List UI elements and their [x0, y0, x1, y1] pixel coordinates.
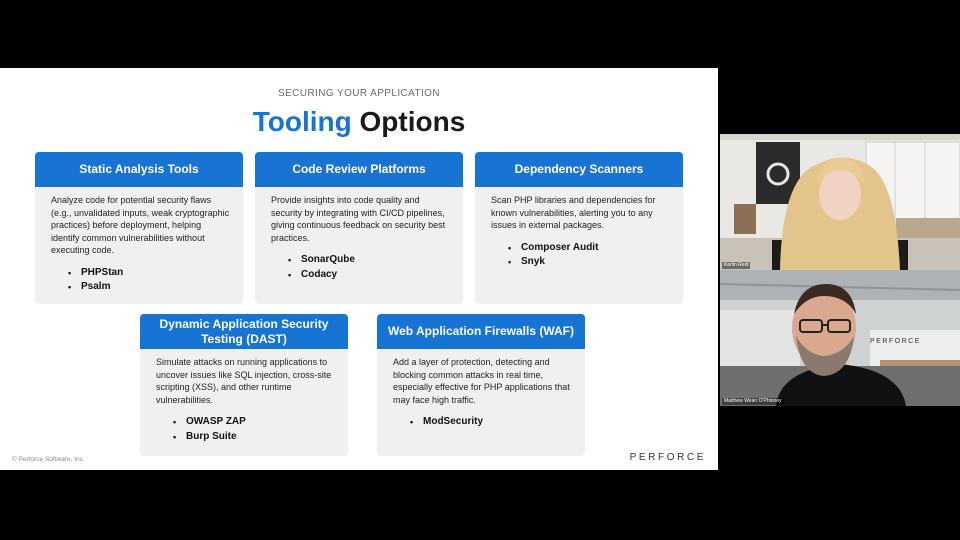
- card-title: Dependency Scanners: [475, 152, 683, 187]
- card-description: Scan PHP libraries and dependencies for known vulnerabilities, alerting you to any issues in external packages.: [491, 195, 656, 230]
- list-item: • Composer Audit: [508, 241, 599, 253]
- slide-title-accent: Tooling: [252, 106, 352, 137]
- participant-video-2[interactable]: [720, 270, 960, 406]
- video-feed-illustration: [720, 134, 960, 270]
- participant-video-1[interactable]: [720, 134, 960, 270]
- card-description: Provide insights into code quality and security by integrating with CI/CD pipelines, giving continuous feedback on security best practices.: [271, 195, 446, 243]
- card-title: Web Application Firewalls (WAF): [377, 314, 585, 349]
- participant-name: Kerlin Reid: [724, 262, 749, 268]
- card-dast: [140, 314, 348, 456]
- card-description: Analyze code for potential security flaws (e.g., unvalidated inputs, weak cryptographic practices) before deployment, helping identify common vulnerabilities without executing code.: [51, 195, 230, 255]
- room-sign: PERFORCE: [870, 338, 921, 345]
- slide-title: [0, 106, 718, 138]
- card-title: Static Analysis Tools: [35, 152, 243, 187]
- list-item: • Burp Suite: [173, 430, 237, 442]
- perforce-logo: PERFORCE: [629, 452, 706, 463]
- list-item: • OWASP ZAP: [173, 416, 246, 427]
- list-item: • Psalm: [68, 281, 111, 292]
- participant-name: Matthew Weier O'Phinney: [724, 398, 782, 404]
- list-item: • SonarQube: [288, 254, 355, 265]
- tool-list: [255, 244, 463, 282]
- card-title: Dynamic Application Security Testing (DAST): [140, 314, 348, 349]
- card-static-analysis: [35, 152, 243, 304]
- card-description: Add a layer of protection, detecting and blocking common attacks in real time, especially effective for PHP applications that may face high traffic.: [393, 357, 570, 405]
- presentation-slide: [0, 68, 718, 470]
- card-dependency-scanners: [475, 152, 683, 304]
- card-code-review: [255, 152, 463, 304]
- slide-title-rest: Options: [359, 106, 466, 137]
- tool-list: [475, 232, 683, 270]
- video-feed-illustration: [720, 270, 960, 406]
- list-item: • Snyk: [508, 256, 545, 267]
- tool-list: [35, 257, 243, 295]
- list-item: • Codacy: [288, 268, 338, 280]
- slide-kicker: SECURING YOUR APPLICATION: [278, 88, 440, 99]
- list-item: • PHPStan: [68, 266, 124, 278]
- tool-list: [377, 406, 585, 430]
- card-waf: [377, 314, 585, 456]
- card-description: Simulate attacks on running applications to uncover issues like SQL injection, cross-site scripting (XSS), and other runtime vulnerabilities.: [156, 357, 332, 405]
- copyright-text: © Perforce Software, Inc.: [12, 456, 85, 463]
- list-item: • ModSecurity: [410, 416, 484, 427]
- card-title: Code Review Platforms: [255, 152, 463, 187]
- tool-list: [140, 406, 348, 444]
